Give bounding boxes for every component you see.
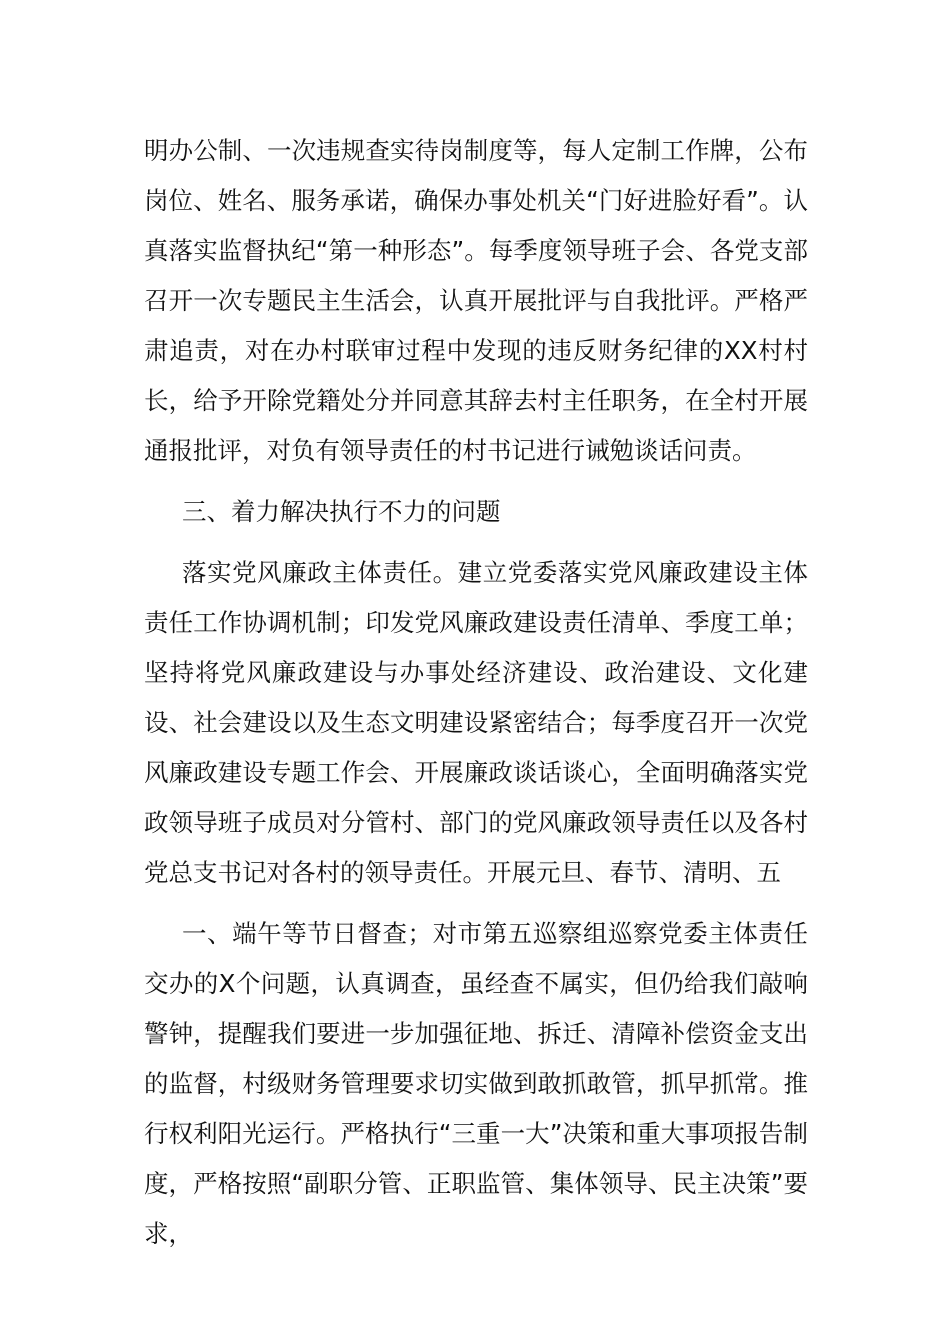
paragraph-continuation: 明办公制、一次违规查实待岗制度等，每人定制工作牌，公布岗位、姓名、服务承诺，确保办事处机关“门好进脸好看”。认真落实监督执纪“第一种形态”。每季度领导班子会、各党支部召开一次专题民主生活会，认真开展批评与自我批评。严格严肃追责，对在办村联审过程中发现的违反财务纪律的XX村村长，给予开除党籍处分并同意其辞去村主任职务，在全村开展通报批评，对负有领导责任的村书记进行诫勉谈话问责。 bbox=[144, 136, 808, 465]
paragraph-holiday-inspection: 一、端午等节日督查；对市第五巡察组巡察党委主体责任交办的X个问题，认真调查，虽经查不属实，但仍给我们敲响警钟，提醒我们要进一步加强征地、拆迁、清障补偿资金支出的监督，村级财务管理要求切实做到敢抓敢管，抓早抓常。推行权利阳光运行。严格执行“三重一大”决策和重大事项报告制度，严格按照“副职分管、正职监管、集体领导、民主决策”要求， bbox=[144, 919, 808, 1248]
document-body bbox=[144, 126, 808, 1259]
section-heading: 三、着力解决执行不力的问题 bbox=[182, 497, 501, 526]
paragraph-party-responsibility: 落实党风廉政主体责任。建立党委落实党风廉政建设主体责任工作协调机制；印发党风廉政建设责任清单、季度工单；坚持将党风廉政建设与办事处经济建设、政治建设、文化建设、社会建设以及生态文明建设紧密结合；每季度召开一次党风廉政建设专题工作会、开展廉政谈话谈心，全面明确落实党政领导班子成员对分管村、部门的党风廉政领导责任以及各村党总支书记对各村的领导责任。开展元旦、春节、清明、五 bbox=[144, 558, 808, 887]
